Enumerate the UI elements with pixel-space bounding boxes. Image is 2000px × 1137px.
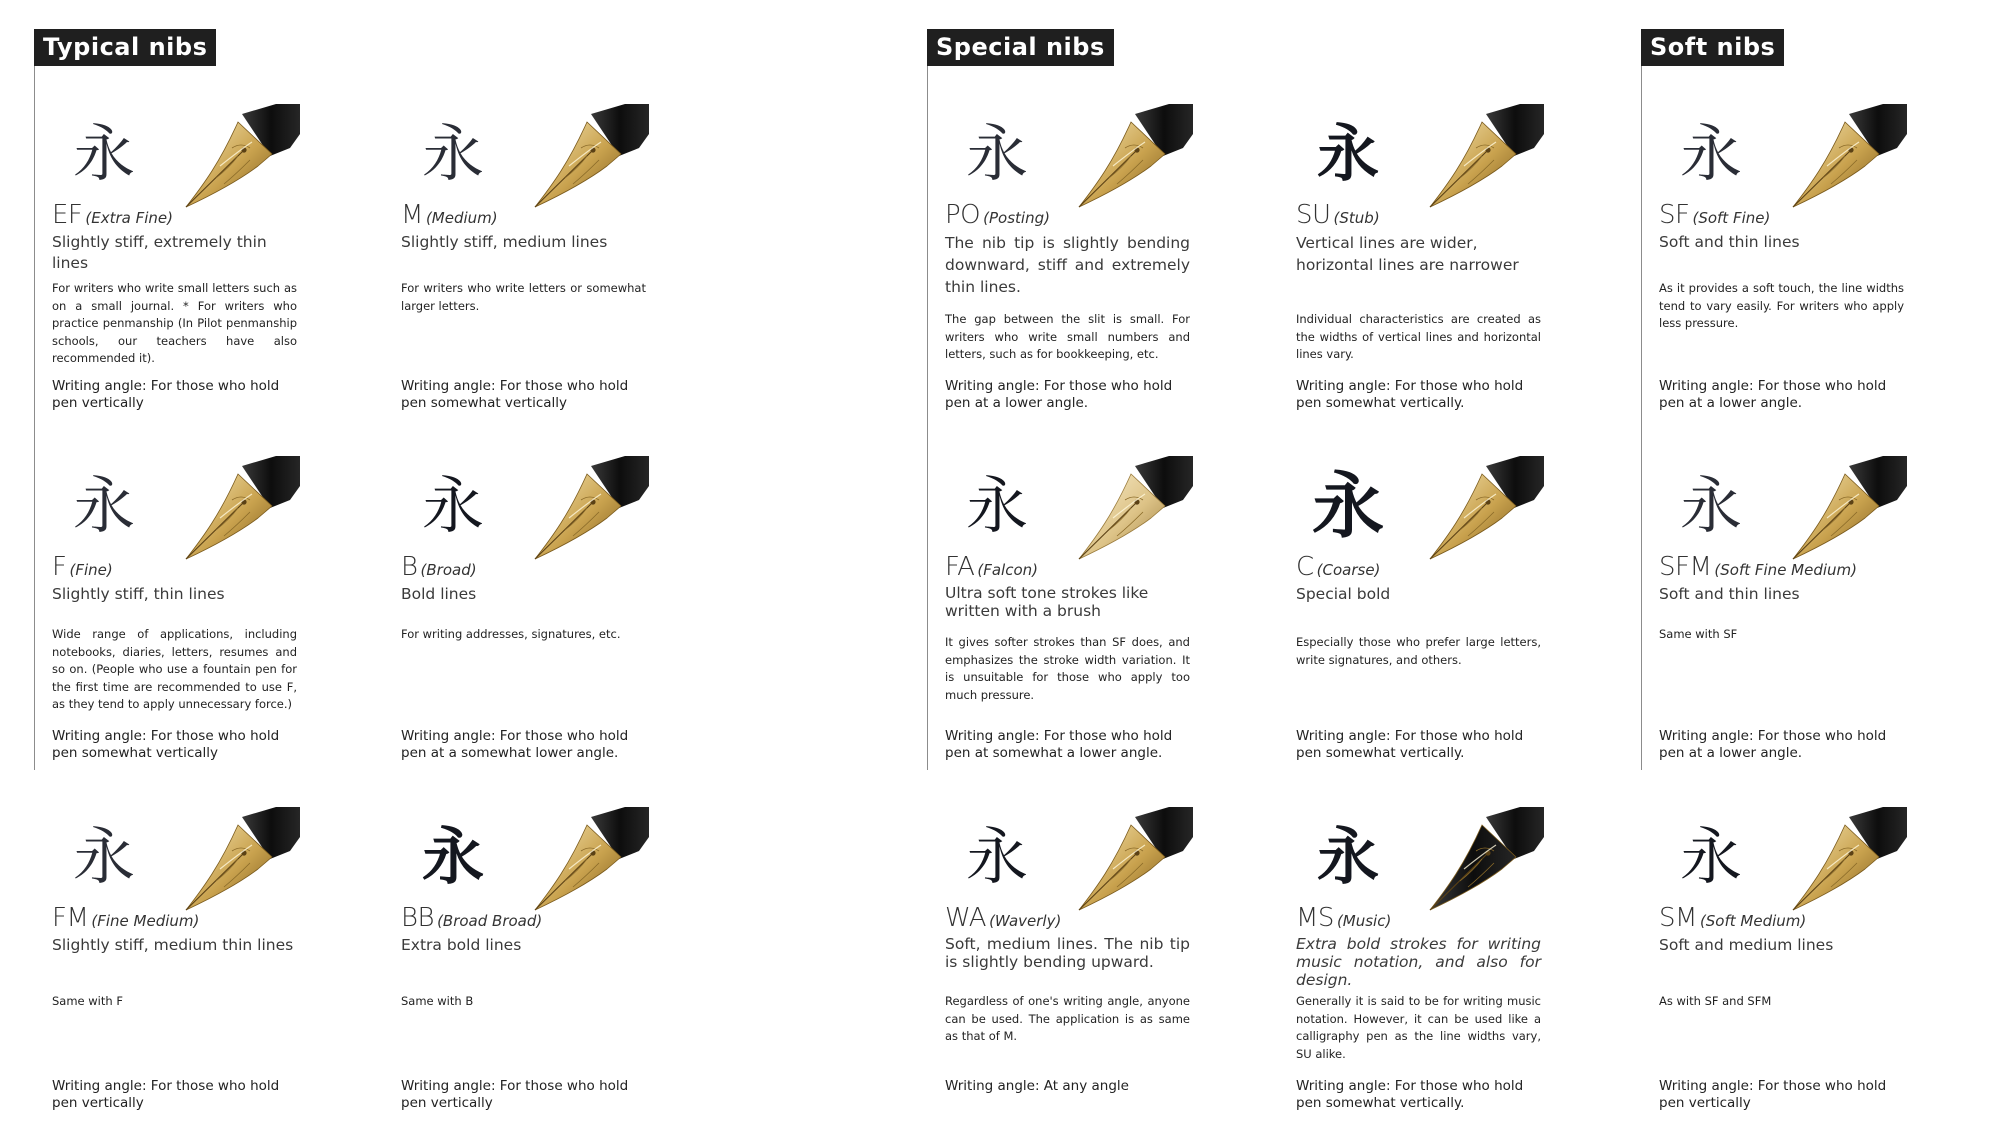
nib-card-po: [945, 104, 1190, 434]
sf-description: As it provides a soft touch, the line widths tend to vary easily. For writers who apply less pressure.: [1659, 281, 1904, 330]
po-nib-icon: [1065, 104, 1193, 209]
ms-description: Generally it is said to be for writing music notation. However, it can be used like a calligraphy pen as the line widths vary, SU alike.: [1296, 994, 1541, 1061]
su-calligraphy-sample: 永: [1316, 117, 1379, 190]
special-section-rule: [927, 66, 928, 770]
fa-nib-icon: [1065, 456, 1193, 561]
c-title: [1296, 552, 1546, 582]
sf-writing-angle: Writing angle: For those who hold pen at a lower angle.: [1659, 378, 1887, 411]
po-code: PO: [945, 200, 981, 230]
sf-name: (Soft Fine): [1692, 209, 1771, 227]
fa-calligraphy-sample: 永: [965, 469, 1028, 542]
f-writing-angle: Writing angle: For those who hold pen somewhat vertically: [52, 728, 280, 761]
c-nib-icon: [1416, 456, 1544, 561]
ms-code: MS: [1296, 903, 1334, 933]
fa-description: It gives softer strokes than SF does, and emphasizes the stroke width variation. It is unsuitable for those who apply too much pressure.: [945, 635, 1190, 702]
fm-nib-icon: [172, 807, 300, 912]
nib-card-fm: [52, 807, 297, 1137]
sfm-writing-angle: Writing angle: For those who hold pen at a lower angle.: [1659, 728, 1887, 761]
b-nib-icon: [521, 456, 649, 561]
po-name: (Posting): [983, 209, 1050, 227]
b-code: B: [401, 552, 418, 582]
sm-nib-icon: [1779, 807, 1907, 912]
b-summary: Bold lines: [401, 585, 477, 603]
nib-card-m: [401, 104, 646, 434]
bb-summary: Extra bold lines: [401, 936, 522, 954]
ef-nib-icon: [172, 104, 300, 209]
fm-name: (Fine Medium): [91, 912, 200, 930]
sf-summary: Soft and thin lines: [1659, 233, 1800, 251]
m-code: M: [401, 200, 423, 230]
sm-title: [1659, 903, 1909, 933]
nib-card-ms: [1296, 807, 1541, 1137]
bb-code: BB: [401, 903, 435, 933]
soft-section-rule: [1641, 66, 1642, 770]
ms-calligraphy-sample: 永: [1316, 820, 1379, 893]
m-calligraphy-sample: 永: [421, 117, 484, 190]
sfm-code: SFM: [1659, 552, 1712, 582]
wa-description: Regardless of one's writing angle, anyone can be used. The application is as same as that of M.: [945, 994, 1190, 1043]
sf-calligraphy-sample: 永: [1679, 117, 1742, 190]
sm-writing-angle: Writing angle: For those who hold pen vertically: [1659, 1078, 1887, 1111]
sfm-title: [1659, 552, 1909, 582]
ms-nib-icon: [1416, 807, 1544, 912]
sm-code: SM: [1659, 903, 1697, 933]
bb-calligraphy-sample: 永: [421, 820, 484, 893]
nib-card-bb: [401, 807, 646, 1137]
c-calligraphy-sample: 永: [1311, 463, 1384, 548]
b-calligraphy-sample: 永: [421, 469, 484, 542]
bb-nib-icon: [521, 807, 649, 912]
fa-name: (Falcon): [977, 561, 1038, 579]
sf-title: [1659, 200, 1909, 230]
fa-title: [945, 552, 1195, 582]
sm-calligraphy-sample: 永: [1679, 820, 1742, 893]
sfm-description: Same with SF: [1659, 627, 1738, 641]
su-summary: Vertical lines are wider, horizontal lines are narrower: [1296, 234, 1519, 274]
m-name: (Medium): [425, 209, 498, 227]
su-title: [1296, 200, 1546, 230]
ef-calligraphy-sample: 永: [72, 117, 135, 190]
wa-name: (Waverly): [989, 912, 1062, 930]
f-title: [52, 552, 302, 582]
b-description: For writing addresses, signatures, etc.: [401, 627, 621, 641]
wa-writing-angle: Writing angle: At any angle: [945, 1078, 1129, 1094]
b-title: [401, 552, 651, 582]
ms-title: [1296, 903, 1546, 933]
po-summary: The nib tip is slightly bending downward, stiff and extremely thin lines.: [945, 234, 1190, 296]
fm-summary: Slightly stiff, medium thin lines: [52, 936, 294, 954]
sfm-calligraphy-sample: 永: [1679, 469, 1742, 542]
nib-card-ef: [52, 104, 297, 434]
typical-section-rule: [34, 66, 35, 770]
po-description: The gap between the slit is small. For writers who write small numbers and letters, such as for bookkeeping, etc.: [945, 312, 1190, 361]
nib-card-sf: [1659, 104, 1904, 434]
b-writing-angle: Writing angle: For those who hold pen at a somewhat lower angle.: [401, 728, 629, 761]
ms-summary: Extra bold strokes for writing music notation, and also for design.: [1296, 935, 1541, 989]
fm-code: FM: [52, 903, 89, 933]
bb-title: [401, 903, 651, 933]
bb-description: Same with B: [401, 994, 474, 1008]
f-nib-icon: [172, 456, 300, 561]
special-nibs-header: Special nibs: [927, 29, 1114, 66]
su-description: Individual characteristics are created as the widths of vertical lines and horizontal lines vary.: [1296, 312, 1541, 361]
su-name: (Stub): [1333, 209, 1380, 227]
fa-summary: Ultra soft tone strokes like written with a brush: [945, 584, 1149, 620]
nib-card-f: [52, 456, 297, 786]
sm-name: (Soft Medium): [1699, 912, 1807, 930]
po-calligraphy-sample: 永: [965, 117, 1028, 190]
ms-name: (Music): [1336, 912, 1392, 930]
wa-title: [945, 903, 1195, 933]
c-description: Especially those who prefer large letters, write signatures, and others.: [1296, 635, 1541, 667]
su-nib-icon: [1416, 104, 1544, 209]
su-code: SU: [1296, 200, 1331, 230]
po-title: [945, 200, 1195, 230]
fm-calligraphy-sample: 永: [72, 820, 135, 893]
nib-card-fa: [945, 456, 1190, 786]
m-description: For writers who write letters or somewhat larger letters.: [401, 281, 646, 313]
ef-description: For writers who write small letters such as on a small journal. * For writers who practice penmanship (In Pilot penmanship schools, our teachers have also recommended it).: [52, 281, 297, 365]
soft-nibs-header: Soft nibs: [1641, 29, 1784, 66]
bb-name: (Broad Broad): [437, 912, 543, 930]
wa-calligraphy-sample: 永: [965, 820, 1028, 893]
m-summary: Slightly stiff, medium lines: [401, 233, 608, 251]
typical-nibs-header: Typical nibs: [34, 29, 216, 66]
c-code: C: [1296, 552, 1314, 582]
sm-description: As with SF and SFM: [1659, 994, 1772, 1008]
sfm-summary: Soft and thin lines: [1659, 585, 1800, 603]
f-name: (Fine): [69, 561, 113, 579]
sf-code: SF: [1659, 200, 1690, 230]
c-name: (Coarse): [1316, 561, 1381, 579]
m-nib-icon: [521, 104, 649, 209]
ms-writing-angle: Writing angle: For those who hold pen somewhat vertically.: [1296, 1078, 1524, 1111]
ef-name: (Extra Fine): [85, 209, 173, 227]
su-writing-angle: Writing angle: For those who hold pen somewhat vertically.: [1296, 378, 1524, 411]
wa-code: WA: [945, 903, 987, 933]
sfm-nib-icon: [1779, 456, 1907, 561]
wa-nib-icon: [1065, 807, 1193, 912]
fa-code: FA: [945, 552, 975, 582]
fa-writing-angle: Writing angle: For those who hold pen at somewhat a lower angle.: [945, 728, 1173, 761]
po-writing-angle: Writing angle: For those who hold pen at a lower angle.: [945, 378, 1173, 411]
f-calligraphy-sample: 永: [72, 469, 135, 542]
m-title: [401, 200, 651, 230]
c-summary: Special bold: [1296, 585, 1391, 603]
nib-card-sfm: [1659, 456, 1904, 786]
nib-card-sm: [1659, 807, 1904, 1137]
bb-writing-angle: Writing angle: For those who hold pen vertically: [401, 1078, 629, 1111]
ef-title: [52, 200, 302, 230]
nib-card-su: [1296, 104, 1541, 434]
b-name: (Broad): [420, 561, 477, 579]
sm-summary: Soft and medium lines: [1659, 936, 1834, 954]
ef-summary: Slightly stiff, extremely thin lines: [52, 233, 267, 272]
nib-card-c: [1296, 456, 1541, 786]
nib-card-b: [401, 456, 646, 786]
sf-nib-icon: [1779, 104, 1907, 209]
f-summary: Slightly stiff, thin lines: [52, 585, 225, 603]
wa-summary: Soft, medium lines. The nib tip is slightly bending upward.: [945, 935, 1190, 971]
ef-writing-angle: Writing angle: For those who hold pen vertically: [52, 378, 280, 411]
fm-writing-angle: Writing angle: For those who hold pen vertically: [52, 1078, 280, 1111]
nib-card-wa: [945, 807, 1190, 1137]
f-description: Wide range of applications, including notebooks, diaries, letters, resumes and so on. (People who use a fountain pen for the first time are recommended to use F, as they tend to apply unnecessary force.): [52, 627, 297, 711]
fm-description: Same with F: [52, 994, 123, 1008]
c-writing-angle: Writing angle: For those who hold pen somewhat vertically.: [1296, 728, 1524, 761]
sfm-name: (Soft Fine Medium): [1714, 561, 1858, 579]
fm-title: [52, 903, 302, 933]
ef-code: EF: [52, 200, 83, 230]
m-writing-angle: Writing angle: For those who hold pen somewhat vertically: [401, 378, 629, 411]
f-code: F: [52, 552, 67, 582]
